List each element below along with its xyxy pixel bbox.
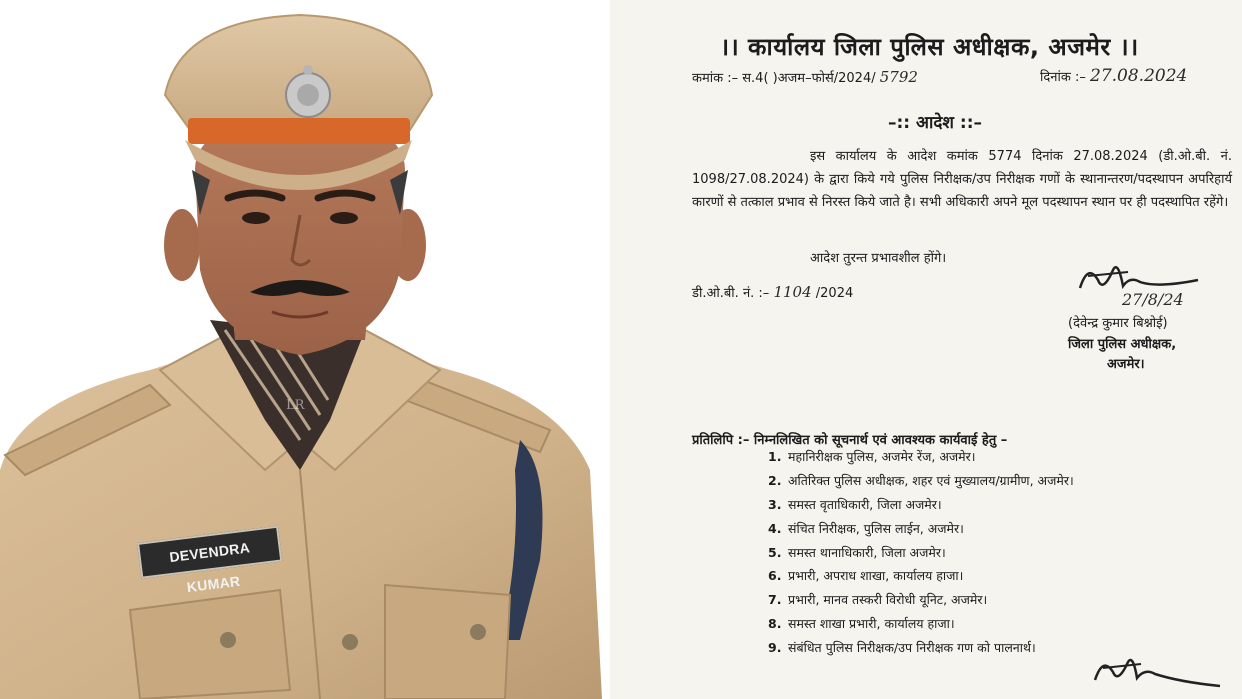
list-item <box>768 613 1074 637</box>
office-order-document <box>610 0 1242 699</box>
list-item-number: 2. <box>768 472 782 488</box>
reference-label: कमांक :– स.4( )अजम–फोर्स/2024/ <box>692 71 876 86</box>
order-heading: –:: आदेश ::– <box>888 113 982 133</box>
list-item-number: 3. <box>768 496 782 512</box>
order-body-text: इस कार्यालय के आदेश कमांक 5774 दिनांक 27.08.2024 (डी.ओ.बी. नं. 1098/27.08.2024) के द्वारा किये गये पुलिस निरीक्षक/उप निरीक्षक गणों के स्थानान्तरण/पदस्थापन अपरिहार्य कारणों से तत्काल प्रभाव से निरस्त किये जाते है। सभी अधिकारी अपने मूल पदस्थापन स्थान पर ही पदस्थापित रहेंगे। <box>692 149 1232 210</box>
list-item-text: प्रभारी, मानव तस्करी विरोधी यूनिट, अजमेर। <box>788 592 988 608</box>
list-item-number: 5. <box>768 544 782 560</box>
date-label: दिनांक :– <box>1040 70 1086 85</box>
effective-line: आदेश तुरन्त प्रभावशील होंगे। <box>810 251 947 266</box>
list-item-text: महानिरीक्षक पुलिस, अजमेर रेंज, अजमेर। <box>788 449 976 464</box>
dob-line <box>692 283 853 301</box>
list-item <box>768 589 1074 613</box>
officer-photo <box>0 0 602 699</box>
list-item-text: समस्त शाखा प्रभारी, कार्यालय हाजा। <box>788 616 955 632</box>
list-item <box>768 637 1074 661</box>
dob-number: 1104 <box>773 283 812 301</box>
reference-number: 5792 <box>879 68 918 86</box>
signatory-designation: जिला पुलिस अधीक्षक, <box>1068 337 1177 352</box>
document-title: ।। कार्यालय जिला पुलिस अधीक्षक, अजमेर ।। <box>720 33 1139 61</box>
list-item-number: 1. <box>768 449 782 464</box>
list-item-text: समस्त थानाधिकारी, जिला अजमेर। <box>788 544 946 560</box>
list-item <box>768 542 1074 566</box>
photo-watermark: LR <box>286 398 305 413</box>
signatory-name: (देवेन्द्र कुमार बिश्नोई) <box>1068 316 1168 331</box>
image-divider <box>602 0 610 699</box>
list-item <box>768 470 1074 494</box>
copy-heading: प्रतिलिपि :– निम्नलिखित को सूचनार्थ एवं आवश्यक कार्यवाई हेतु – <box>692 433 1008 448</box>
list-item-text: संबंधित पुलिस निरीक्षक/उप निरीक्षक गण को पालनार्थ। <box>788 640 1036 656</box>
list-item <box>768 446 1074 470</box>
signature-date: 27/8/24 <box>1122 290 1184 309</box>
signatory-place: अजमेर। <box>1107 357 1145 372</box>
reference-line <box>692 68 918 86</box>
list-item-text: संचित निरीक्षक, पुलिस लाईन, अजमेर। <box>788 520 964 536</box>
list-item-number: 7. <box>768 592 782 608</box>
list-item-text: प्रभारी, अपराध शाखा, कार्यालय हाजा। <box>788 568 964 584</box>
list-item <box>768 494 1074 518</box>
list-item-number: 9. <box>768 640 782 656</box>
officer-portrait-illustration <box>0 0 602 699</box>
list-item <box>768 518 1074 542</box>
list-item <box>768 565 1074 589</box>
date-line <box>1040 66 1187 86</box>
copy-recipients-list <box>768 446 1074 661</box>
list-item-number: 8. <box>768 616 782 632</box>
dob-label: डी.ओ.बी. नं. :– <box>692 286 770 301</box>
bottom-signature-icon <box>1085 652 1225 697</box>
list-item-text: समस्त वृताधिकारी, जिला अजमेर। <box>788 496 942 512</box>
name-badge-text: DEVENDRA KUMAR <box>137 526 282 579</box>
dob-year: /2024 <box>815 286 854 301</box>
date-value: 27.08.2024 <box>1090 66 1188 86</box>
list-item-number: 4. <box>768 520 782 536</box>
order-body-paragraph <box>692 145 1232 214</box>
list-item-number: 6. <box>768 568 782 584</box>
list-item-text: अतिरिक्त पुलिस अधीक्षक, शहर एवं मुख्यालय/ग्रामीण, अजमेर। <box>788 472 1074 488</box>
